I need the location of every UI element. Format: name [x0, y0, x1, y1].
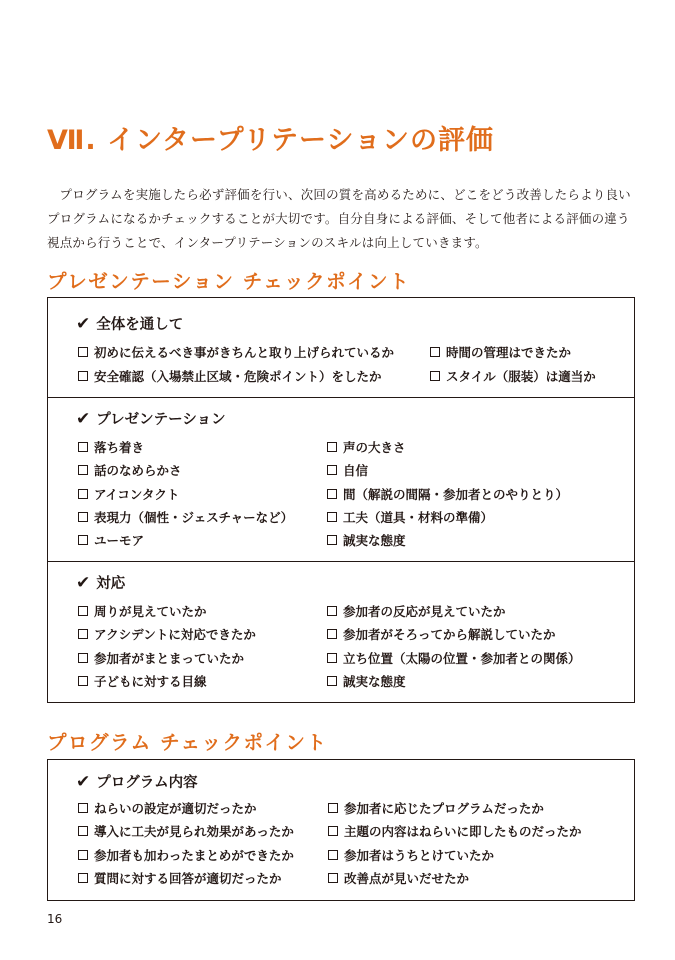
checklist-item[interactable] — [78, 485, 179, 503]
group-heading — [76, 313, 183, 334]
presentation-checklist-box — [47, 297, 635, 703]
checklist-item[interactable] — [78, 367, 382, 385]
checklist-item-label: 参加者がまとまっていたか — [94, 650, 245, 666]
checklist-item[interactable] — [78, 869, 282, 887]
checkbox[interactable] — [78, 442, 88, 452]
checklist-item[interactable] — [78, 602, 207, 620]
checklist-item[interactable] — [327, 672, 406, 690]
checkbox[interactable] — [328, 850, 338, 860]
checklist-item[interactable] — [327, 531, 406, 549]
checkbox[interactable] — [78, 803, 88, 813]
checkbox[interactable] — [327, 465, 337, 475]
checklist-item[interactable] — [430, 367, 596, 385]
group-heading-label: プレゼンテーション — [96, 412, 226, 428]
checklist-item-label: アイコンタクト — [94, 486, 180, 502]
checkbox[interactable] — [78, 676, 88, 686]
checkbox[interactable] — [328, 826, 338, 836]
checkbox[interactable] — [327, 535, 337, 545]
checkbox[interactable] — [78, 850, 88, 860]
checklist-item-label: 周りが見えていたか — [94, 604, 207, 619]
checkbox[interactable] — [78, 873, 88, 883]
checklist-item-label: 声の大きさ — [343, 440, 406, 455]
checklist-item[interactable] — [327, 485, 568, 503]
checkmark-icon: ✔ — [76, 408, 91, 429]
checklist-item-label: 参加者も加わったまとめができたか — [94, 847, 294, 863]
checklist-item[interactable] — [327, 438, 406, 456]
checkbox[interactable] — [327, 489, 337, 499]
checklist-item-label: 立ち位置（太陽の位置・参加者との関係） — [343, 650, 581, 666]
group-heading — [76, 408, 226, 429]
checklist-item-label: ねらいの設定が適切だったか — [94, 801, 257, 816]
checklist-item[interactable] — [327, 602, 506, 620]
checklist-item[interactable] — [430, 343, 571, 361]
checklist-item-label: アクシデントに対応できたか — [94, 627, 256, 643]
checkbox[interactable] — [78, 606, 88, 616]
group-heading — [76, 771, 198, 792]
checkbox[interactable] — [327, 512, 337, 522]
checkmark-icon: ✔ — [76, 572, 91, 593]
checkbox[interactable] — [430, 347, 440, 357]
checkbox[interactable] — [78, 826, 88, 836]
group-heading-label: プログラム内容 — [96, 775, 198, 791]
checklist-item[interactable] — [78, 531, 144, 549]
intro-text: プログラムを実施したら必ず評価を行い、次回の質を高めるために、どこをどう改善したらより良いプログラムになるかチェックすることが大切です。自分自身による評価、そして他者による評価の違う視点から行うことで、インタープリテーションのスキルは向上していきます。 — [47, 187, 631, 250]
checklist-item[interactable] — [78, 822, 294, 840]
checklist-item-label: 間（解説の間隔・参加者とのやりとり） — [343, 486, 569, 502]
checklist-item[interactable] — [78, 799, 257, 817]
checkbox[interactable] — [78, 489, 88, 499]
checklist-item-label: 改善点が見いだせたか — [344, 870, 470, 886]
checkbox[interactable] — [328, 803, 338, 813]
group-heading-label: 対応 — [96, 576, 126, 592]
checkbox[interactable] — [78, 653, 88, 663]
intro-paragraph — [47, 183, 637, 255]
checklist-group — [48, 561, 634, 702]
checklist-item[interactable] — [78, 508, 293, 526]
checklist-item[interactable] — [78, 846, 294, 864]
checklist-item-label: 導入に工夫が見られ効果があったか — [94, 824, 294, 840]
checkbox[interactable] — [327, 653, 337, 663]
page-title: Ⅶ. インタープリテーションの評価 — [47, 125, 494, 156]
checkbox[interactable] — [78, 535, 88, 545]
checklist-item[interactable] — [328, 846, 494, 864]
group-heading-label: 全体を通して — [96, 317, 184, 333]
checklist-item-label: 誠実な態度 — [343, 673, 406, 689]
checklist-group — [48, 760, 634, 900]
checklist-item-label: 参加者がそろってから解説していたか — [343, 627, 556, 643]
checklist-item-label: 安全確認（入場禁止区域・危険ポイント）をしたか — [94, 368, 382, 384]
checkbox[interactable] — [78, 629, 88, 639]
checklist-item-label: 参加者に応じたプログラムだったか — [344, 801, 544, 816]
checkbox[interactable] — [78, 371, 88, 381]
checkbox[interactable] — [327, 606, 337, 616]
checklist-item[interactable] — [327, 649, 581, 667]
checkbox[interactable] — [327, 442, 337, 452]
checklist-item-label: 話のなめらかさ — [94, 463, 182, 479]
program-checklist-box — [47, 759, 635, 901]
checklist-item[interactable] — [78, 438, 144, 456]
checklist-group — [48, 298, 634, 397]
checkbox[interactable] — [327, 676, 337, 686]
checklist-item-label: 参加者はうちとけていたか — [344, 847, 495, 863]
checklist-item[interactable] — [327, 625, 556, 643]
checklist-item-label: 表現力（個性・ジェスチャーなど） — [94, 509, 294, 525]
checklist-item[interactable] — [328, 799, 544, 817]
checklist-item[interactable] — [78, 343, 394, 361]
checklist-item[interactable] — [78, 625, 256, 643]
checkbox[interactable] — [328, 873, 338, 883]
checklist-item[interactable] — [78, 672, 207, 690]
checkmark-icon: ✔ — [76, 313, 91, 334]
checklist-item-label: 主題の内容はねらいに即したものだったか — [344, 824, 582, 840]
checklist-item-label: スタイル（服装）は適当か — [446, 368, 596, 384]
checklist-item-label: 時間の管理はできたか — [446, 345, 572, 360]
checklist-item-label: 落ち着き — [94, 440, 145, 455]
checklist-item[interactable] — [328, 822, 582, 840]
checklist-item[interactable] — [78, 649, 244, 667]
checkbox[interactable] — [78, 465, 88, 475]
checklist-group — [48, 397, 634, 561]
checklist-item-label: 質問に対する回答が適切だったか — [94, 870, 282, 886]
checklist-item-label: 参加者の反応が見えていたか — [343, 604, 506, 619]
checklist-item[interactable] — [328, 869, 469, 887]
page-number: 16 — [47, 912, 63, 926]
checklist-item[interactable] — [78, 461, 182, 479]
checkbox[interactable] — [327, 629, 337, 639]
section-title-program: プログラム チェックポイント — [47, 731, 328, 754]
section-title-presentation: プレゼンテーション チェックポイント — [47, 270, 411, 293]
checklist-item-label: ユーモア — [94, 533, 145, 549]
checklist-item-label: 初めに伝えるべき事がきちんと取り上げられているか — [94, 345, 395, 360]
checklist-item[interactable] — [327, 508, 493, 526]
checklist-item-label: 工夫（道具・材料の準備） — [343, 509, 494, 525]
checklist-item-label: 誠実な態度 — [343, 533, 406, 549]
checkbox[interactable] — [78, 512, 88, 522]
checklist-item[interactable] — [327, 461, 368, 479]
checklist-item-label: 自信 — [343, 463, 369, 479]
checkmark-icon: ✔ — [76, 771, 91, 792]
group-heading — [76, 572, 125, 593]
checkbox[interactable] — [78, 347, 88, 357]
checklist-item-label: 子どもに対する目線 — [94, 673, 207, 689]
checkbox[interactable] — [430, 371, 440, 381]
